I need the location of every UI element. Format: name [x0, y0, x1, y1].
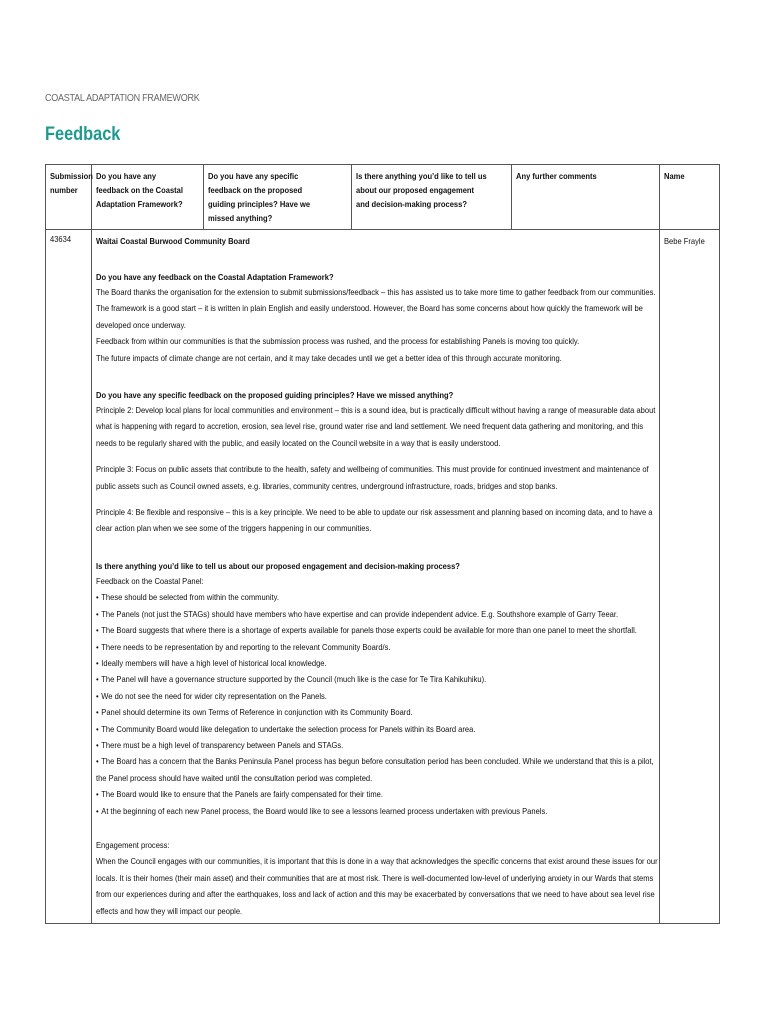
organisation-name: Waitai Coastal Burwood Community Board	[96, 236, 250, 246]
table-header-row	[46, 165, 720, 230]
list-item: • The Panel will have a governance structure supported by the Council (much like is the case for Te Tira Kahikuhiku).	[96, 671, 659, 687]
column-header-further-comments: Any further comments	[512, 165, 660, 230]
question-2-heading: Do you have any specific feedback on the proposed guiding principles? Have we missed anything?	[96, 390, 454, 401]
list-item: • The Board would like to ensure that the Panels are fairly compensated for their time.	[96, 786, 659, 802]
list-item: • We do not see the need for wider city representation on the Panels.	[96, 688, 659, 704]
column-header-name: Name	[660, 165, 720, 230]
principle-2-paragraph: Principle 2: Develop local plans for local communities and environment – this is a sound idea, but is practically difficult without having a range of measurable data about what is happening with regard to accretion, erosion, sea level rise, ground water rise and land settlement. We need frequent data gathering and monitoring, and this needs to be regularly shared with the public, and easily located on the Council website in a way that is easily understood.	[96, 405, 656, 448]
list-item: • At the beginning of each new Panel process, the Board would like to see a lessons learned process undertaken with previous Panels.	[96, 803, 659, 819]
coastal-panel-intro: Feedback on the Coastal Panel:	[96, 575, 204, 586]
name-cell: Bebe Frayle	[660, 230, 720, 924]
principle-3-paragraph: Principle 3: Focus on public assets that contribute to the health, safety and wellbeing of communities. This must provide for continued investment and maintenance of public assets such as Council owned assets, e.g. libraries, community centres, underground infrastructure, roads, bridges and stop banks.	[96, 464, 649, 491]
principle-4-paragraph: Principle 4: Be flexible and responsive – this is a key principle. We need to be able to update our risk assessment and planning based on incoming data, and to have a clear action plan when we see some of the triggers happening in our communities.	[96, 507, 653, 534]
feedback-table	[45, 164, 720, 924]
table-row	[46, 230, 720, 924]
page-title: Feedback	[45, 124, 121, 145]
column-header-submission-number: Submission number	[46, 165, 92, 230]
list-item: • These should be selected from within the community.	[96, 589, 659, 605]
column-header-framework-feedback: Do you have any feedback on the Coastal Adaptation Framework?	[92, 165, 204, 230]
submission-body-cell	[92, 230, 660, 924]
q1-paragraph: The framework is a good start – it is written in plain English and easily understood. However, the Board has some concerns about how quickly the framework will be developed once underway.	[96, 303, 643, 330]
list-item: • Panel should determine its own Terms of Reference in conjunction with its Community Board.	[96, 704, 659, 720]
submission-number-cell: 43634	[46, 230, 92, 924]
list-item: • The Board suggests that where there is a shortage of experts available for panels those experts could be available for more than one panel to meet the shortfall.	[96, 622, 659, 638]
list-item: • The Board has a concern that the Banks Peninsula Panel process has begun before consultation period has been concluded. While we understand that this is a pilot, the Panel process should have waited until the consultation period was completed.	[96, 753, 659, 786]
list-item: • There must be a high level of transparency between Panels and STAGs.	[96, 737, 659, 753]
column-header-guiding-principles: Do you have any specific feedback on the proposed guiding principles? Have we missed anything?	[204, 165, 352, 230]
list-item: • The Community Board would like delegation to undertake the selection process for Panels within its Board area.	[96, 721, 659, 737]
engagement-paragraph: When the Council engages with our communities, it is important that this is done in a way that acknowledges the specific concerns that exist around these issues for our locals. It is their homes (their main asset) and their communities that are at most risk. There is well-documented low-level of underlying anxiety in our Wards that stems from our experiences during and after the earthquakes, loss and lack of action and this may be exacerbated by conversations that we need to have about sea level rise effects and how they will impact our people.	[96, 856, 658, 916]
column-header-engagement-process: Is there anything you’d like to tell us about our proposed engagement and decision-making process?	[352, 165, 512, 230]
q1-paragraph: Feedback from within our communities is that the submission process was rushed, and the process for establishing Panels is moving too quickly.	[96, 336, 580, 347]
list-item: • There needs to be representation by and reporting to the relevant Community Board/s.	[96, 639, 659, 655]
section-label: COASTAL ADAPTATION FRAMEWORK	[45, 92, 200, 104]
coastal-panel-list	[96, 589, 659, 819]
q1-paragraph: The future impacts of climate change are not certain, and it may take decades until we get a better idea of this through accurate monitoring.	[96, 352, 562, 363]
question-3-heading: Is there anything you’d like to tell us about our proposed engagement and decision-making process?	[96, 560, 460, 571]
q1-paragraph: The Board thanks the organisation for the extension to submit submissions/feedback – this has assisted us to take more time to gather feedback from our communities.	[96, 287, 656, 297]
question-1-heading: Do you have any feedback on the Coastal Adaptation Framework?	[96, 272, 334, 282]
engagement-heading: Engagement process:	[96, 839, 170, 850]
list-item: • The Panels (not just the STAGs) should have members who have expertise and can provide independent advice. E.g. Southshore example of Garry Teear.	[96, 606, 659, 622]
list-item: • Ideally members will have a high level of historical local knowledge.	[96, 655, 659, 671]
